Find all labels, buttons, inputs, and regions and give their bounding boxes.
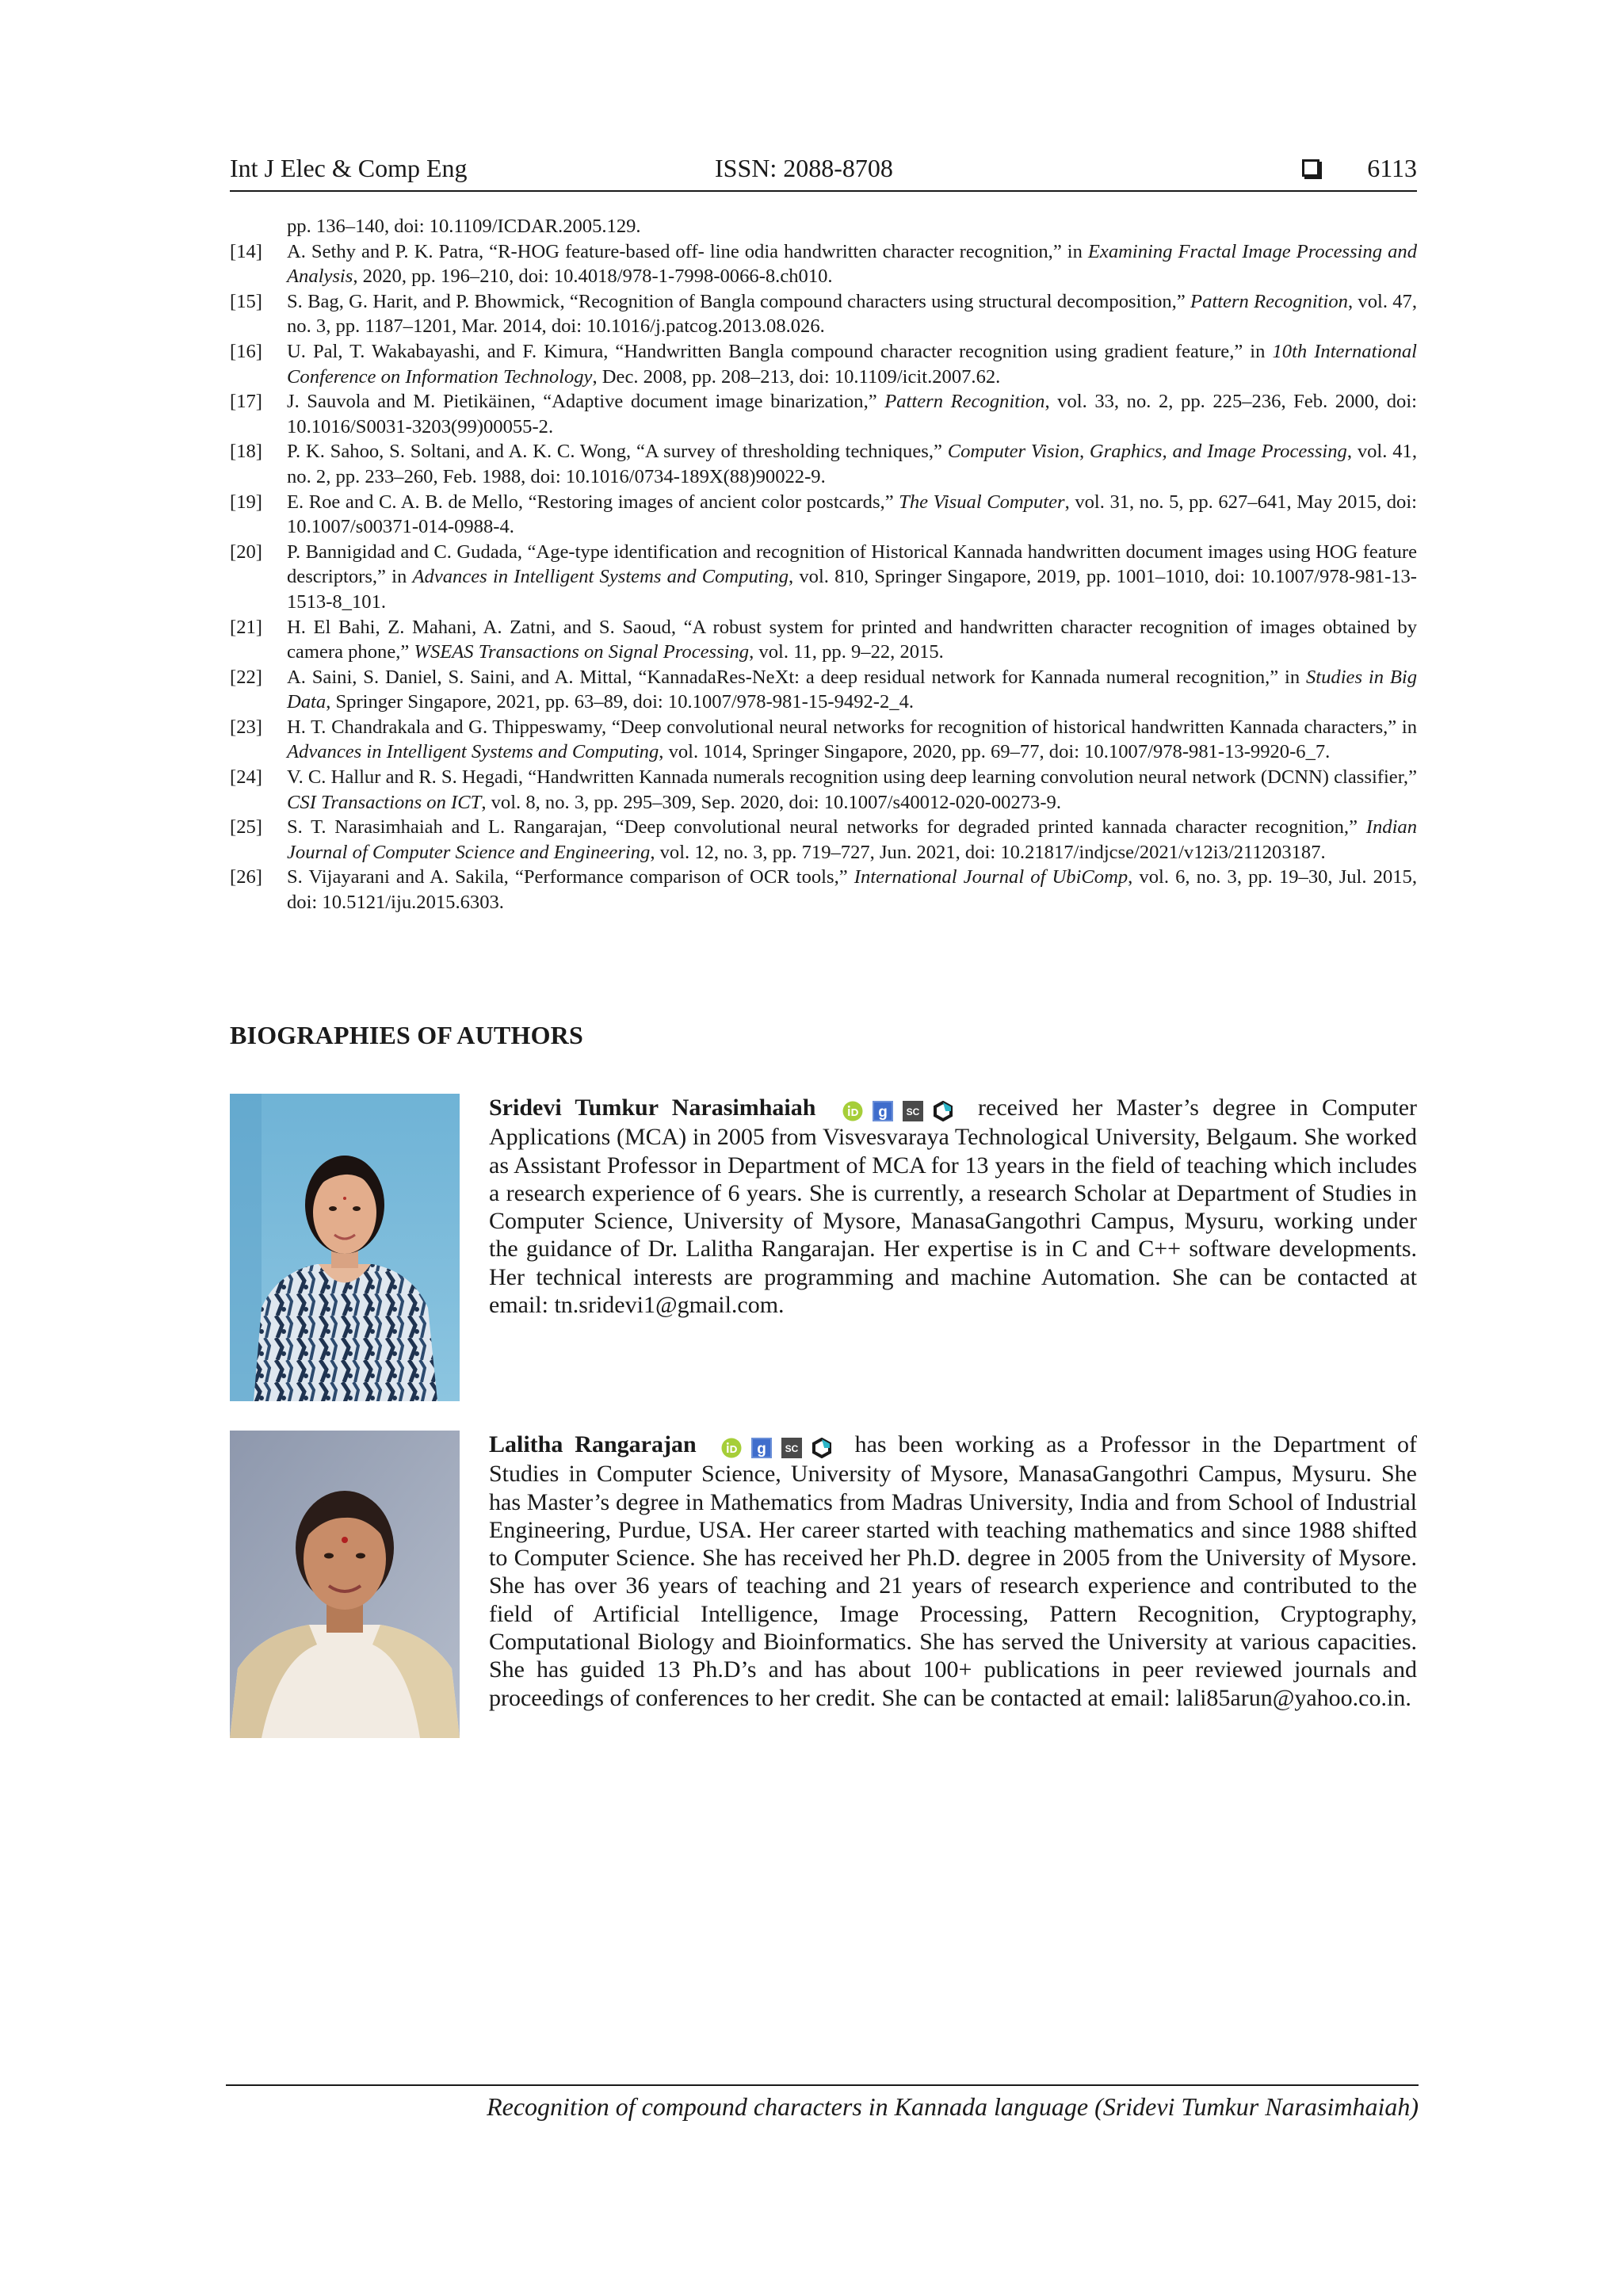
- reference-segment: P. K. Sahoo, S. Soltani, and A. K. C. Wong, “A survey of thresholding techniques,”: [287, 441, 948, 463]
- square-box-icon: [1302, 159, 1319, 177]
- reference-venue: International Journal of UbiComp: [854, 866, 1128, 888]
- reference-venue: Advances in Intelligent Systems and Computing: [412, 566, 789, 588]
- page-number: 6113: [1367, 154, 1417, 182]
- reference-segment: , 2020, pp. 196–210, doi: 10.4018/978-1-7998-0066-8.ch010.: [353, 266, 833, 288]
- reference-text: [287, 815, 1417, 865]
- reference-number: [14]: [230, 240, 262, 262]
- reference-item: [230, 715, 1417, 765]
- reference-number: [24]: [230, 766, 262, 789]
- reference-number: [18]: [230, 441, 262, 463]
- reference-text: [287, 615, 1417, 665]
- reference-number: [20]: [230, 541, 262, 563]
- reference-segment: H. T. Chandrakala and G. Thippeswamy, “Deep convolutional neural networks for recognition of historical handwritten Kannada characters,” in: [287, 716, 1417, 738]
- reference-item: [230, 289, 1417, 339]
- reference-venue: Examining Fractal Image Processing and Analysis: [287, 240, 1417, 288]
- reference-number: [26]: [230, 866, 262, 888]
- reference-venue: Pattern Recognition: [884, 391, 1045, 413]
- reference-item: [230, 239, 1417, 289]
- issn: ISSN: 2088-8708: [715, 154, 893, 182]
- reference-segment: E. Roe and C. A. B. de Mello, “Restoring images of ancient color postcards,”: [287, 491, 899, 513]
- section-title-biographies: BIOGRAPHIES OF AUTHORS: [230, 1021, 583, 1049]
- reference-number: [25]: [230, 816, 262, 839]
- author-profile-links-2: [721, 1432, 832, 1460]
- reference-text: [287, 865, 1417, 915]
- reference-segment: A. Saini, S. Daniel, S. Saini, and A. Mittal, “KannadaRes-NeXt: a deep residual network for Kannada numeral recognition,” in: [287, 666, 1306, 688]
- reference-text: [287, 439, 1417, 489]
- reference-text: [287, 289, 1417, 339]
- reference-venue: Indian Journal of Computer Science and Engineering: [287, 816, 1417, 863]
- author-description-2: has been working as a Professor in the Department of Studies in Computer Science, University of Mysore, ManasaGangothri Campus, Mysuru. She has Master’s degree in Mathematics from Madras University, India and from School of Industrial Engineering, Purdue, USA. Her career started with teaching mathematics and since 1988 shifted to Computer Science. She has received her Ph.D. degree in 2005 from the University of Mysore. She has over 36 years of teaching and 21 years of research experience and contributed to the field of Artificial Intelligence, Image Processing, Pattern Recognition, Cryptography, Computational Biology and Bioinformatics. She has served the University at various capacities. She has guided 13 Ph.D’s and has about 100+ publications in peer reviewed journals and proceedings of conferences to her credit. She can be contacted at email: lali85arun@yahoo.co.in.: [489, 1431, 1418, 1711]
- author-profile-links-1: [842, 1095, 953, 1123]
- reference-item: [230, 615, 1417, 665]
- reference-venue: Pattern Recognition: [1190, 290, 1348, 312]
- reference-venue: CSI Transactions on ICT: [287, 791, 482, 813]
- reference-segment: , vol. 1014, Springer Singapore, 2020, pp. 69–77, doi: 10.1007/978-981-13-9920-6_7.: [659, 741, 1331, 763]
- reference-text: [287, 665, 1417, 715]
- reference-text: [287, 765, 1417, 815]
- publons-icon[interactable]: [933, 1101, 953, 1121]
- reference-segment: U. Pal, T. Wakabayashi, and F. Kimura, “Handwritten Bangla compound character recognition using gradient feature,” in: [287, 340, 1273, 362]
- reference-venue: The Visual Computer: [899, 491, 1065, 513]
- google-scholar-icon[interactable]: [873, 1101, 893, 1121]
- running-header: [230, 152, 1417, 192]
- reference-segment: , vol. 6, no. 3, pp. 19–30, Jul. 2015, doi: 10.5121/iju.2015.6303.: [287, 866, 1417, 914]
- reference-segment: S. Vijayarani and A. Sakila, “Performance comparison of OCR tools,”: [287, 866, 854, 888]
- reference-venue: 10th International Conference on Information Technology: [287, 340, 1417, 388]
- reference-venue: WSEAS Transactions on Signal Processing: [414, 641, 750, 663]
- reference-item: [230, 490, 1417, 540]
- reference-segment: P. Bannigidad and C. Gudada, “Age-type identification and recognition of Historical Kannada handwritten document images using HOG feature descriptors,” in: [287, 541, 1417, 588]
- reference-items: [230, 239, 1417, 915]
- reference-segment: S. Bag, G. Harit, and P. Bhowmick, “Recognition of Bangla compound characters using structural decomposition,”: [287, 290, 1191, 312]
- reference-segment: , vol. 12, no. 3, pp. 719–727, Jun. 2021, doi: 10.21817/indjcse/2021/v12i3/211203187.: [650, 841, 1326, 863]
- reference-segment: , Dec. 2008, pp. 208–213, doi: 10.1109/icit.2007.62.: [592, 365, 1001, 388]
- reference-number: [22]: [230, 666, 262, 688]
- reference-segment: , vol. 33, no. 2, pp. 225–236, Feb. 2000, doi: 10.1016/S0031-3203(99)00055-2.: [287, 391, 1417, 437]
- reference-segment: A. Sethy and P. K. Patra, “R-HOG feature-based off- line odia handwritten character recognition,” in: [287, 240, 1088, 262]
- scopus-icon[interactable]: [781, 1438, 802, 1458]
- reference-segment: , vol. 11, pp. 9–22, 2015.: [749, 641, 944, 663]
- reference-segment: , vol. 31, no. 5, pp. 627–641, May 2015, doi: 10.1007/s00371-014-0988-4.: [287, 491, 1417, 538]
- reference-text: [287, 389, 1417, 439]
- running-footer: Recognition of compound characters in Kannada language (Sridevi Tumkur Narasimhaiah): [487, 2092, 1419, 2121]
- scopus-icon[interactable]: [903, 1101, 923, 1121]
- google-scholar-icon[interactable]: [751, 1438, 772, 1458]
- reference-item: [230, 439, 1417, 489]
- reference-item: [230, 665, 1417, 715]
- reference-segment: V. C. Hallur and R. S. Hegadi, “Handwritten Kannada numerals recognition using deep learning convolution neural network (DCNN) classifier,”: [287, 766, 1417, 789]
- reference-number: [23]: [230, 716, 262, 738]
- reference-number: [19]: [230, 491, 262, 513]
- reference-item: [230, 765, 1417, 815]
- reference-segment: H. El Bahi, Z. Mahani, A. Zatni, and S. Saoud, “A robust system for printed and handwritten character recognition of images obtained by camera phone,”: [287, 616, 1417, 663]
- reference-segment: S. T. Narasimhaiah and L. Rangarajan, “Deep convolutional neural networks for degraded printed kannada character recognition,”: [287, 816, 1366, 839]
- author-name-2: Lalitha Rangarajan: [489, 1431, 697, 1457]
- reference-number: [21]: [230, 616, 262, 638]
- reference-text: [287, 490, 1417, 540]
- reference-venue: Studies in Big Data: [287, 666, 1417, 713]
- reference-text: [287, 339, 1417, 389]
- author-bio-text-1: [489, 1094, 1417, 1319]
- reference-number: [16]: [230, 340, 262, 362]
- reference-item: [230, 865, 1417, 915]
- reference-segment: , vol. 41, no. 2, pp. 233–260, Feb. 1988, doi: 10.1016/0734-189X(88)90022-9.: [287, 441, 1417, 487]
- reference-text: [287, 715, 1417, 765]
- reference-item: [230, 815, 1417, 865]
- journal-name: Int J Elec & Comp Eng: [230, 154, 468, 182]
- reference-item: [230, 389, 1417, 439]
- reference-segment: , Springer Singapore, 2021, pp. 63–89, doi: 10.1007/978-981-15-9492-2_4.: [326, 691, 915, 713]
- orcid-icon[interactable]: [842, 1101, 863, 1121]
- reference-number: [17]: [230, 391, 262, 413]
- footer-rule: [226, 2084, 1419, 2086]
- orcid-icon[interactable]: [721, 1438, 742, 1458]
- reference-segment: , vol. 47, no. 3, pp. 1187–1201, Mar. 2014, doi: 10.1016/j.patcog.2013.08.026.: [287, 290, 1417, 338]
- reference-item: [230, 540, 1417, 615]
- reference-segment: , vol. 810, Springer Singapore, 2019, pp. 1001–1010, doi: 10.1007/978-981-13-1513-8_101.: [287, 566, 1417, 613]
- reference-item: [230, 339, 1417, 389]
- reference-text: [287, 540, 1417, 615]
- reference-continuation: pp. 136–140, doi: 10.1109/ICDAR.2005.129.: [287, 216, 641, 237]
- reference-number: [15]: [230, 290, 262, 312]
- author-photo-1: [230, 1094, 460, 1401]
- reference-text: [287, 239, 1417, 289]
- author-bio-text-2: [489, 1431, 1417, 1712]
- author-name-1: Sridevi Tumkur Narasimhaiah: [489, 1095, 816, 1121]
- reference-venue: Computer Vision, Graphics, and Image Processing: [947, 441, 1347, 463]
- references-list: [230, 214, 1417, 915]
- reference-venue: Advances in Intelligent Systems and Computing: [287, 741, 659, 763]
- reference-segment: J. Sauvola and M. Pietikäinen, “Adaptive document image binarization,”: [287, 391, 885, 413]
- publons-icon[interactable]: [812, 1438, 832, 1458]
- author-description-1: received her Master’s degree in Computer Applications (MCA) in 2005 from Visvesvaraya Technological University, Belgaum. She worked as Assistant Professor in Department of MCA for 13 years in the field of teaching which includes a research experience of 6 years. She is currently, a research Scholar at Department of Studies in Computer Science, University of Mysore, ManasaGangothri Campus, Mysuru, working under the guidance of Dr. Lalitha Rangarajan. Her expertise is in C and C++ software developments. Her technical interests are programming and machine Automation. She can be contacted at email: tn.sridevi1@gmail.com.: [489, 1095, 1417, 1319]
- reference-segment: , vol. 8, no. 3, pp. 295–309, Sep. 2020, doi: 10.1007/s40012-020-00273-9.: [481, 791, 1061, 813]
- author-photo-2: [230, 1431, 460, 1738]
